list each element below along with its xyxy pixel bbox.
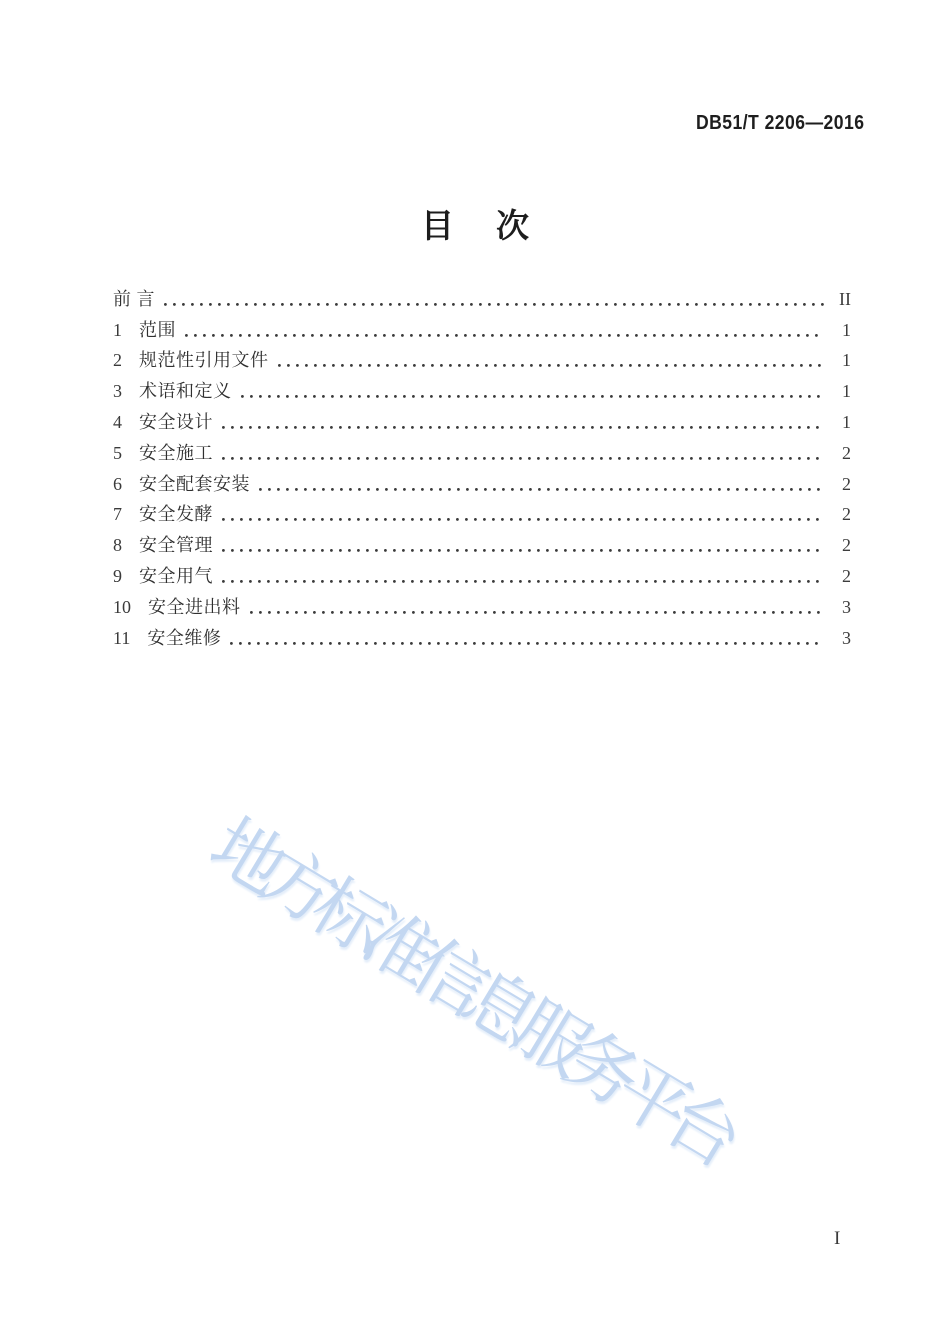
- toc-entry-number: 7: [113, 504, 122, 525]
- page-title-char-2: 次: [496, 207, 529, 244]
- page-title-char-1: 目: [421, 207, 454, 244]
- toc-entry-label: 安全用气: [139, 565, 213, 586]
- toc-entry-number: 8: [113, 535, 122, 556]
- page-title: [0, 200, 950, 247]
- toc-row-1: [113, 313, 851, 344]
- page-number: I: [834, 1228, 841, 1249]
- toc-entry-page: 2: [842, 565, 851, 586]
- toc-entry-number: 4: [113, 411, 122, 432]
- toc-row-2: [113, 344, 851, 375]
- toc-entry-number: 11: [113, 627, 131, 648]
- toc-entry-label: 范围: [139, 319, 176, 340]
- toc-row-7: [113, 498, 851, 529]
- toc-entry-page: 2: [842, 535, 851, 556]
- toc-entry-number: 2: [113, 350, 122, 371]
- dot-leader: [222, 580, 824, 583]
- toc-entry-page: II: [839, 288, 851, 309]
- toc-row-5: [113, 436, 851, 467]
- dot-leader: [259, 488, 824, 491]
- toc-entry-label: 术语和定义: [139, 381, 232, 402]
- toc-row-3: [113, 374, 851, 405]
- toc-entry-label: 安全设计: [139, 411, 213, 432]
- toc-row-11: [113, 621, 851, 652]
- table-of-contents: [113, 282, 851, 652]
- toc-entry-label: 规范性引用文件: [139, 350, 269, 371]
- toc-entry-page: 1: [842, 411, 851, 432]
- toc-entry-label: 安全维修: [147, 627, 222, 648]
- dot-leader: [222, 426, 824, 429]
- toc-entry-page: 2: [842, 473, 851, 494]
- standard-code-header: DB51/T 2206—2016: [695, 112, 864, 134]
- dot-leader: [222, 457, 824, 460]
- toc-entry-page: 2: [842, 442, 851, 463]
- platform-watermark: 地方标准信息服务平台: [197, 804, 744, 1177]
- toc-entry-label: 安全管理: [139, 535, 213, 556]
- toc-entry-number: 10: [113, 596, 131, 617]
- dot-leader: [241, 395, 825, 398]
- toc-row-foreword: [113, 282, 851, 313]
- toc-entry-page: 3: [842, 596, 851, 617]
- toc-row-8: [113, 528, 851, 559]
- toc-row-9: [113, 559, 851, 590]
- toc-entry-label: 安全施工: [139, 442, 213, 463]
- dot-leader: [222, 518, 824, 521]
- toc-entry-number: 1: [113, 319, 122, 340]
- toc-entry-label: 前 言: [113, 288, 155, 309]
- toc-entry-number: 9: [113, 565, 122, 586]
- toc-row-6: [113, 467, 851, 498]
- toc-entry-page: 1: [842, 350, 851, 371]
- toc-row-10: [113, 590, 851, 621]
- toc-entry-number: 5: [113, 442, 122, 463]
- toc-entry-page: 1: [842, 319, 851, 340]
- toc-row-4: [113, 405, 851, 436]
- toc-entry-label: 安全配套安装: [139, 473, 250, 494]
- dot-leader: [185, 334, 824, 337]
- toc-entry-label: 安全发酵: [139, 504, 213, 525]
- toc-entry-number: 6: [113, 473, 122, 494]
- toc-entry-page: 1: [842, 381, 851, 402]
- dot-leader: [222, 549, 824, 552]
- toc-entry-page: 3: [842, 627, 851, 648]
- toc-entry-label: 安全进出料: [148, 596, 241, 617]
- toc-entry-number: 3: [113, 381, 122, 402]
- dot-leader: [230, 642, 824, 645]
- dot-leader: [250, 611, 825, 614]
- dot-leader: [164, 303, 824, 306]
- dot-leader: [278, 364, 825, 367]
- toc-entry-page: 2: [842, 504, 851, 525]
